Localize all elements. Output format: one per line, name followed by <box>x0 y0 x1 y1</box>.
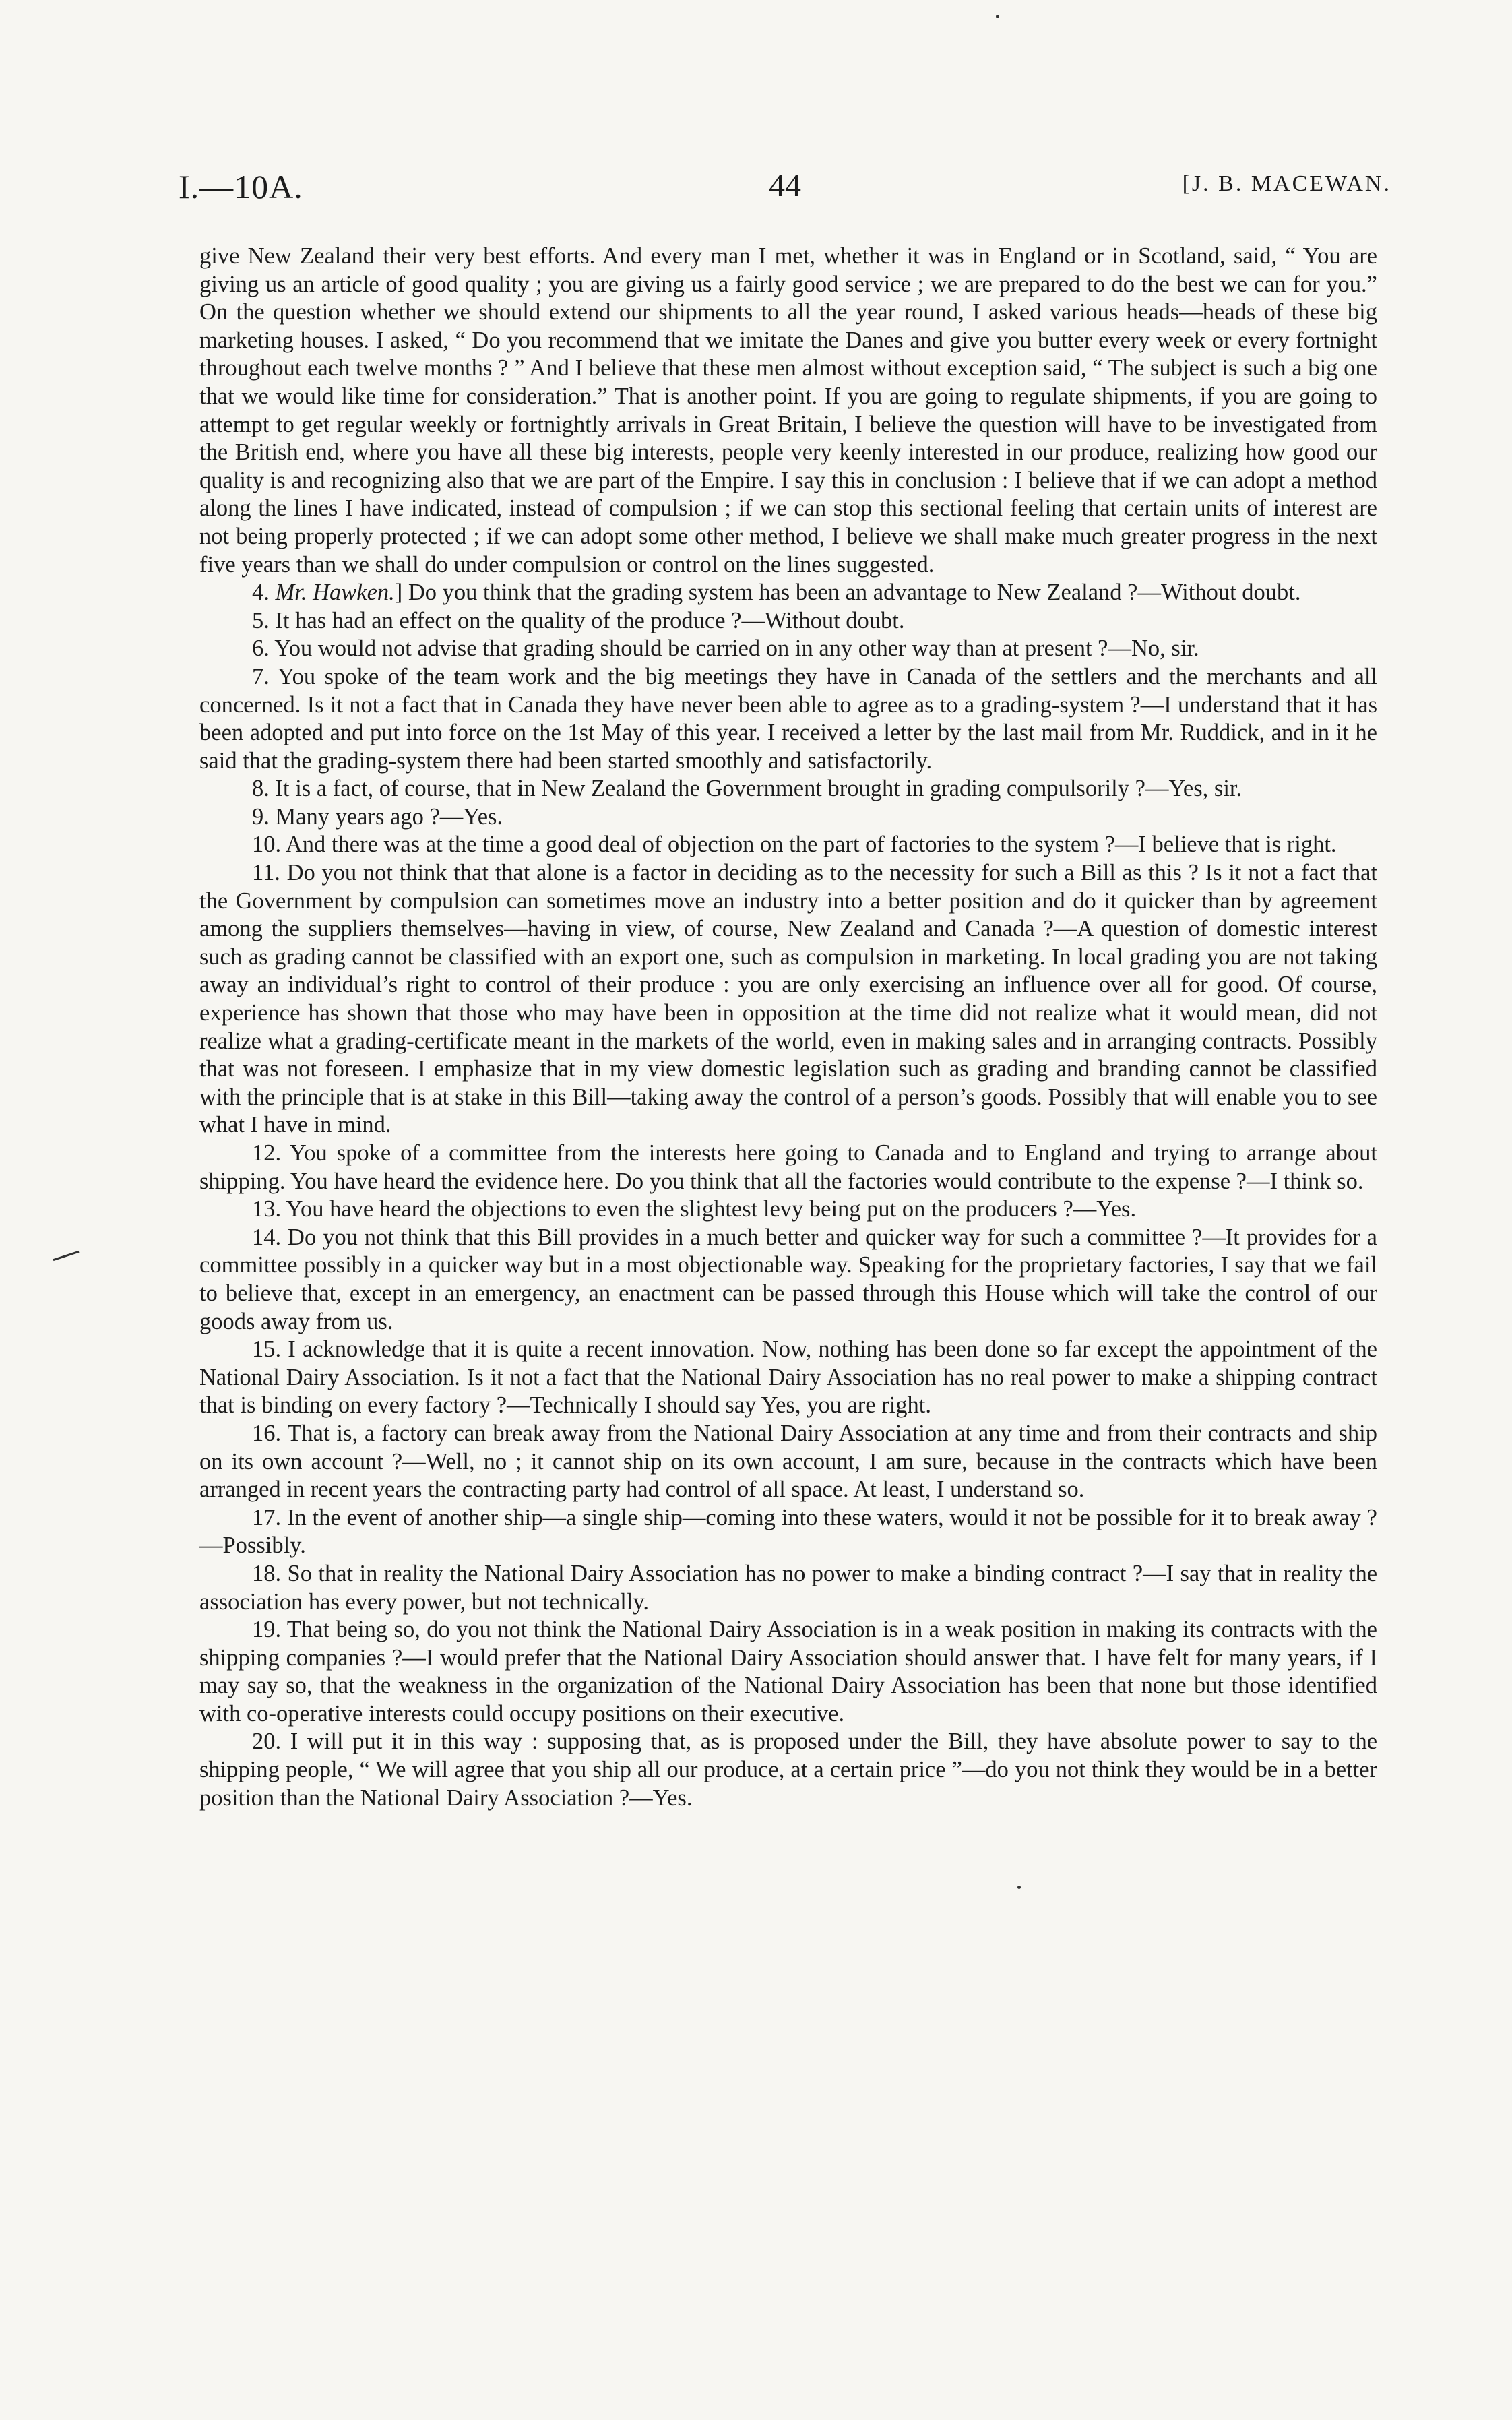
scan-speck <box>996 15 999 18</box>
paragraph-text: I will put it in this way : supposing that, as is proposed under the Bill, they have absolute power to say to the shipping people, “ We will agree that you ship all our produce, at a certain price ”—do you not think they would be in a better position than the National Dairy Association ?—Yes. <box>199 1729 1378 1811</box>
paragraph-text: That is, a factory can break away from the National Dairy Association at any time and from their contracts and ship on its own account ?—Well, no ; it cannot ship on its own account, I am sure, because in the contracts which have been arranged in recent years the contracting party had control of all space. At least, I understand so. <box>199 1420 1377 1503</box>
evidence-paragraph <box>199 775 1377 803</box>
question-number: 16. <box>252 1420 282 1446</box>
paragraph-text: Do you not think that that alone is a factor in deciding as to the necessity for such a Bill as this ? Is it not a fact that the Government by compulsion can sometimes move an industry into a better position and do it quicker than by agreement among the suppliers themselves—having in view, of course, New Zealand and Canada ?—A question of domestic interest such as grading cannot be classified with an export one, such as compulsion in marketing. In local grading you are not taking away an individual’s right to control of their produce : you are only exercising an influence over all for good. Of course, experience has shown that those who may have been in opposition at the time did not realize what it would mean, did not realize what a grading-certificate meant in the markets of the world, even in making sales and in arranging contracts. Possibly that was not foreseen. I emphasize that in my view domestic legislation such as grading and branding cannot be classified with the principle that is at stake in this Bill—taking away the control of a person’s goods. Possibly that will enable you to see what I have in mind. <box>199 860 1377 1138</box>
scan-speck <box>1017 1886 1021 1889</box>
witness-name: [J. B. MACEWAN. <box>1182 171 1391 196</box>
evidence-paragraph <box>199 243 1377 579</box>
question-number: 11. <box>252 860 280 886</box>
evidence-paragraph <box>199 1616 1377 1728</box>
question-number: 9. <box>252 803 270 830</box>
paragraph-text: So that in reality the National Dairy Association has no power to make a binding contract ?—I say that in reality the association has every power, but not technically. <box>199 1560 1378 1615</box>
question-number: 4. <box>252 580 270 606</box>
paragraph-text: You have heard the objections to even the slightest levy being put on the producers ?—Yes. <box>286 1196 1137 1222</box>
evidence-paragraph <box>199 803 1377 832</box>
question-number: 17. <box>252 1504 282 1530</box>
evidence-paragraph <box>199 607 1377 635</box>
evidence-paragraph <box>199 1728 1377 1812</box>
question-number: 13. <box>252 1196 282 1222</box>
question-number: 6. <box>252 635 270 662</box>
margin-pen-mark <box>53 1251 80 1261</box>
question-number: 20. <box>252 1729 282 1755</box>
evidence-paragraph <box>199 1504 1377 1560</box>
paragraph-text: It is a fact, of course, that in New Zealand the Government brought in grading compulsorily ?—Yes, sir. <box>275 776 1242 802</box>
evidence-paragraph <box>199 1224 1377 1336</box>
page-header <box>179 167 1391 214</box>
paragraph-text: And there was at the time a good deal of objection on the part of factories to the system ?—I believe that is right. <box>285 832 1337 858</box>
paragraph-text: That being so, do you not think the National Dairy Association is in a weak position in making its contracts with the shipping companies ?—I would prefer that the National Dairy Association should answer that. I have felt for many years, if I may say so, that the weakness in the organization of the National Dairy Association has been that none but those identified with co-operative interests could occupy positions on their executive. <box>199 1617 1377 1727</box>
paragraph-text: give New Zealand their very best efforts. And every man I met, whether it was in England or in Scotland, said, “ You are giving us an article of good quality ; you are giving us a fairly good service ; we are prepared to do the best we can for you.” On the question whether we should extend our shipments to all the year round, I asked various heads—heads of these big marketing houses. I asked, “ Do you recommend that we imitate the Danes and give you butter every week or every fortnight throughout each twelve months ? ” And I believe that these men almost without exception said, “ The subject is such a big one that we would like time for consideration.” That is another point. If you are going to regulate shipments, if you are going to attempt to get regular weekly or fortnightly arrivals in Great Britain, I believe the question will have to be investigated from the British end, where you have all these big interests, people very keenly interested in our produce, realizing how good our quality is and recognizing also that we are part of the Empire. I say this in conclusion : I believe that if we can adopt a method along the lines I have indicated, instead of compulsion ; if we can stop this sectional feeling that certain units of interest are not being properly protected ; if we can adopt some other method, I believe we shall make much greater progress in the next five years than we shall do under compulsion or control on the lines suggested. <box>199 243 1377 578</box>
evidence-paragraph <box>199 1140 1377 1196</box>
paragraph-text: ] Do you think that the grading system has been an advantage to New Zealand ?—Without doubt. <box>394 580 1301 606</box>
paragraph-text: You spoke of the team work and the big meetings they have in Canada of the settlers and the merchants and all concerned. Is it not a fact that in Canada they have never been able to agree as to a grading-system ?—I understand that it has been adopted and put into force on the 1st May of this year. I received a letter by the last mail from Mr. Ruddick, and in it he said that the grading-system there had been started smoothly and satisfactorily. <box>199 663 1377 774</box>
parliamentary-paper-ref: I.—10A. <box>179 168 303 206</box>
page-number: 44 <box>769 168 801 204</box>
paragraph-text: I acknowledge that it is quite a recent innovation. Now, nothing has been done so far except the appointment of the National Dairy Association. Is it not a fact that the National Dairy Association has no real power to make a shipping contract that is binding on every factory ?—Technically I should say Yes, you are right. <box>199 1336 1377 1419</box>
speaker-name: Mr. Hawken. <box>275 580 395 606</box>
paragraph-text: Many years ago ?—Yes. <box>275 803 503 830</box>
evidence-paragraph <box>199 1420 1377 1504</box>
evidence-body <box>199 243 1377 1812</box>
evidence-paragraph <box>199 579 1377 607</box>
evidence-paragraph <box>199 1560 1377 1616</box>
paragraph-text: You spoke of a committee from the interests here going to Canada and to England and trying to arrange about shipping. You have heard the evidence here. Do you think that all the factories would contribute to the expense ?—I think so. <box>199 1140 1377 1194</box>
question-number: 18. <box>252 1560 282 1586</box>
question-number: 7. <box>252 663 270 689</box>
evidence-paragraph <box>199 1336 1377 1420</box>
paragraph-text: In the event of another ship—a single ship—coming into these waters, would it not be possible for it to break away ?—Possibly. <box>199 1504 1377 1559</box>
evidence-paragraph <box>199 663 1377 775</box>
paragraph-text: Do you not think that this Bill provides in a much better and quicker way for such a committee ?—It provides for a committee possibly in a quicker way but in a most objectionable way. Speaking for the proprietary factories, I say that we fail to believe that, except in an emergency, an enactment can be passed through this House which will take the control of our goods away from us. <box>199 1224 1377 1334</box>
paragraph-text: It has had an effect on the quality of the produce ?—Without doubt. <box>275 607 905 633</box>
evidence-paragraph <box>199 635 1377 663</box>
question-number: 10. <box>252 832 282 858</box>
question-number: 15. <box>252 1336 282 1363</box>
question-number: 12. <box>252 1140 282 1166</box>
question-number: 14. <box>252 1224 282 1250</box>
paragraph-text: You would not advise that grading should be carried on in any other way than at present ?—No, sir. <box>274 635 1199 662</box>
evidence-paragraph <box>199 1196 1377 1224</box>
evidence-paragraph <box>199 831 1377 859</box>
question-number: 8. <box>252 776 270 802</box>
evidence-paragraph <box>199 859 1377 1140</box>
question-number: 19. <box>252 1617 282 1643</box>
question-number: 5. <box>252 607 270 633</box>
